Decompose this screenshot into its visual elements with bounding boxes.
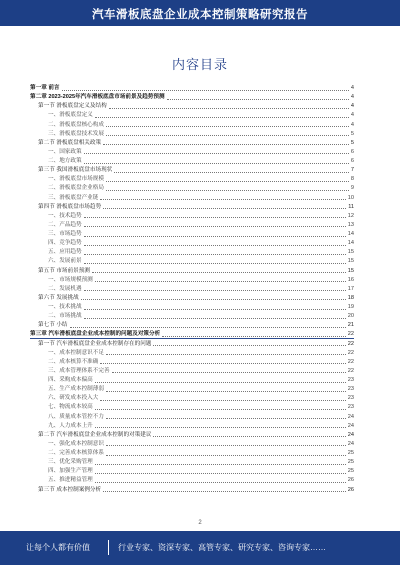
toc-dot-leader <box>84 254 346 255</box>
toc-dot-leader <box>95 427 346 428</box>
toc-entry[interactable] <box>30 157 354 166</box>
toc-entry-title: 第三节 我国滑板底盘市场现状 <box>38 167 113 174</box>
toc-entry[interactable] <box>30 467 354 476</box>
toc-heading: 内容目录 <box>171 57 228 72</box>
toc-entry-page: 6 <box>350 148 354 155</box>
toc-entry-title: 第七节 小结 <box>38 322 68 329</box>
toc-dot-leader <box>84 263 346 264</box>
toc-entry[interactable] <box>30 276 354 285</box>
toc-entry-page: 4 <box>350 121 354 128</box>
toc-entry-page: 11 <box>348 203 354 210</box>
toc-dot-leader <box>106 455 346 456</box>
toc-entry-page: 15 <box>347 249 354 256</box>
toc-entry-title: 第四节 滑板底盘市场趋势 <box>38 203 102 210</box>
toc-dot-leader <box>167 99 349 100</box>
toc-entry-title: 一、滑板底盘定义 <box>48 112 93 119</box>
toc-entry[interactable] <box>30 312 354 321</box>
toc-dot-leader <box>100 363 345 364</box>
toc-dot-leader <box>112 372 346 373</box>
toc-entry[interactable] <box>30 130 354 139</box>
toc-entry[interactable] <box>30 267 354 276</box>
toc-entry[interactable] <box>30 385 354 394</box>
toc-entry-title: 一、强化成本控制意识 <box>48 440 104 447</box>
toc-dot-leader <box>95 281 346 282</box>
toc-entry-title: 六、发展前景 <box>48 258 82 265</box>
footer-experts: 行业专家、资深专家、高管专家、研究专家、咨询专家…… <box>118 543 326 552</box>
toc-entry-page: 22 <box>347 358 354 365</box>
footer-bar <box>0 531 400 565</box>
toc-entry-title: 第五节 市场前景预测 <box>38 267 90 274</box>
toc-dot-leader <box>103 144 349 145</box>
toc-entry-page: 4 <box>350 112 354 119</box>
toc-entry-page: 21 <box>347 322 354 329</box>
toc-entry-title: 三、成本管理体系不完善 <box>48 367 110 374</box>
toc-entry-page: 4 <box>350 103 354 110</box>
toc-entry-title: 五、应用趋势 <box>48 249 82 256</box>
toc-entry-page: 12 <box>347 212 354 219</box>
toc-entry[interactable] <box>30 212 354 221</box>
toc-entry-title: 第一章 前言 <box>30 85 60 92</box>
toc-entry-title: 六、研发成本投入大 <box>48 395 99 402</box>
toc-entry-title: 三、市场趋势 <box>48 231 82 238</box>
toc-entry-page: 15 <box>347 258 354 265</box>
toc-entry-page: 26 <box>347 477 354 484</box>
toc-entry-page: 23 <box>347 395 354 402</box>
toc-entry[interactable] <box>30 476 354 485</box>
toc-entry-title: 一、技术挑战 <box>48 304 82 311</box>
toc-entry-page: 24 <box>347 422 354 429</box>
toc-entry[interactable] <box>30 367 354 376</box>
toc-entry-page: 15 <box>347 267 354 274</box>
toc-entry-page: 14 <box>347 240 354 247</box>
toc-dot-leader <box>84 163 349 164</box>
toc-entry-page: 22 <box>347 367 354 374</box>
toc-entry-page: 7 <box>350 167 354 174</box>
toc-dot-leader <box>106 126 349 127</box>
toc-entry[interactable] <box>30 330 354 339</box>
toc-entry-title: 一、滑板底盘市场规模 <box>48 176 104 183</box>
toc-dot-leader <box>70 327 346 328</box>
toc-entry[interactable] <box>30 321 354 330</box>
toc-entry[interactable] <box>30 139 354 148</box>
toc-entry-page: 10 <box>347 194 354 201</box>
toc-entry-title: 第三章 汽车滑板底盘企业成本控制的问题及对策分析 <box>30 331 161 338</box>
toc-entry-title: 一、国家政策 <box>48 148 82 155</box>
toc-entry[interactable] <box>30 340 354 349</box>
toc-entry-page: 4 <box>350 85 354 92</box>
toc-entry[interactable] <box>30 431 354 440</box>
toc-dot-leader <box>106 190 349 191</box>
toc-entry-title: 二、完善成本核算体系 <box>48 450 104 457</box>
toc-entry-page: 9 <box>350 185 354 192</box>
toc-dot-leader <box>92 272 346 273</box>
toc-entry[interactable] <box>30 93 354 102</box>
toc-entry-title: 五、生产成本控制薄弱 <box>48 386 104 393</box>
toc-entry[interactable] <box>30 257 354 266</box>
toc-entry-title: 七、物流成本较高 <box>48 404 93 411</box>
toc-entry-title: 二、市场挑战 <box>48 313 82 320</box>
toc-dot-leader <box>106 445 346 446</box>
toc-entry-title: 二、滑板底盘核心构成 <box>48 121 104 128</box>
footer-divider <box>108 540 109 555</box>
toc-entry-title: 四、采购成本偏高 <box>48 377 93 384</box>
toc-entry[interactable] <box>30 458 354 467</box>
toc-entry[interactable] <box>30 394 354 403</box>
toc-entry-page: 24 <box>347 413 354 420</box>
toc-dot-leader <box>103 208 346 209</box>
page-number: 2 <box>198 520 202 526</box>
toc-entry-title: 二、产品趋势 <box>48 221 82 228</box>
toc-entry[interactable] <box>30 285 354 294</box>
toc-entry-title: 第二节 汽车滑板底盘企业成本控制的对策建议 <box>38 431 152 438</box>
toc-dot-leader <box>106 354 346 355</box>
toc-entry[interactable] <box>30 486 354 495</box>
toc-entry-title: 九、人力成本上升 <box>48 422 93 429</box>
toc-dot-leader <box>114 172 349 173</box>
toc-entry-title: 五、推进精益管理 <box>48 477 93 484</box>
toc-entry-title: 四、竞争趋势 <box>48 240 82 247</box>
toc-entry[interactable] <box>30 175 354 184</box>
toc-dot-leader <box>106 135 349 136</box>
toc-dot-leader <box>95 382 346 383</box>
toc-dot-leader <box>100 400 345 401</box>
toc-entry[interactable] <box>30 294 354 303</box>
table-of-contents <box>30 84 354 495</box>
toc-entry-title: 二、滑板底盘企业格局 <box>48 185 104 192</box>
toc-dot-leader <box>84 309 346 310</box>
toc-dot-leader <box>95 482 346 483</box>
toc-entry-page: 4 <box>350 94 354 101</box>
toc-entry[interactable] <box>30 230 354 239</box>
toc-entry-page: 25 <box>347 468 354 475</box>
toc-entry[interactable] <box>30 376 354 385</box>
toc-entry-page: 22 <box>347 340 354 347</box>
toc-entry-page: 23 <box>347 377 354 384</box>
toc-entry-page: 5 <box>350 139 354 146</box>
toc-entry-title: 二、成本核算不准确 <box>48 358 99 365</box>
toc-entry[interactable] <box>30 248 354 257</box>
toc-entry[interactable] <box>30 148 354 157</box>
toc-entry-page: 25 <box>347 450 354 457</box>
toc-entry[interactable] <box>30 403 354 412</box>
toc-entry-page: 24 <box>347 440 354 447</box>
toc-entry-page: 25 <box>347 459 354 466</box>
toc-entry-title: 三、滑板底盘产业链 <box>48 194 99 201</box>
toc-entry-title: 二、地方政策 <box>48 158 82 165</box>
toc-entry-title: 二、发展机遇 <box>48 285 82 292</box>
toc-entry[interactable] <box>30 303 354 312</box>
toc-entry[interactable] <box>30 203 354 212</box>
toc-dot-leader <box>103 491 346 492</box>
toc-entry[interactable] <box>30 121 354 130</box>
toc-dot-leader <box>162 336 346 337</box>
toc-entry-title: 三、滑板底盘技术发展 <box>48 130 104 137</box>
toc-dot-leader <box>95 409 346 410</box>
toc-entry-page: 16 <box>347 276 354 283</box>
toc-entry-title: 四、加强生产管理 <box>48 468 93 475</box>
toc-entry[interactable] <box>30 239 354 248</box>
toc-entry-page: 6 <box>350 158 354 165</box>
toc-dot-leader <box>84 318 346 319</box>
toc-entry[interactable] <box>30 84 354 93</box>
toc-entry-page: 5 <box>350 130 354 137</box>
toc-dot-leader <box>106 391 346 392</box>
toc-entry[interactable] <box>30 349 354 358</box>
toc-dot-leader <box>153 436 345 437</box>
toc-dot-leader <box>81 299 346 300</box>
toc-entry[interactable] <box>30 449 354 458</box>
toc-entry-title: 一、技术趋势 <box>48 212 82 219</box>
toc-dot-leader <box>84 236 346 237</box>
toc-dot-leader <box>84 290 346 291</box>
toc-entry-title: 第二章 2023-2025年汽车滑板底盘市场前景及趋势预测 <box>30 94 165 101</box>
toc-entry[interactable] <box>30 221 354 230</box>
toc-entry[interactable] <box>30 184 354 193</box>
toc-entry[interactable] <box>30 358 354 367</box>
toc-dot-leader <box>100 199 345 200</box>
toc-entry[interactable] <box>30 422 354 431</box>
toc-dot-leader <box>95 117 349 118</box>
toc-entry-page: 26 <box>347 486 354 493</box>
toc-entry-page: 22 <box>347 349 354 356</box>
toc-entry-title: 第一节 汽车滑板底盘企业成本控制存在的问题 <box>38 340 152 347</box>
toc-entry[interactable] <box>30 413 354 422</box>
toc-entry-page: 24 <box>347 431 354 438</box>
toc-entry-title: 第二节 滑板底盘相关政策 <box>38 139 102 146</box>
toc-dot-leader <box>84 153 349 154</box>
toc-entry-page: 19 <box>347 304 354 311</box>
header-bar <box>0 0 400 26</box>
toc-entry-title: 一、市场规模预测 <box>48 276 93 283</box>
toc-entry-title: 八、质量成本管控不力 <box>48 413 104 420</box>
toc-entry-page: 22 <box>347 331 354 338</box>
toc-dot-leader <box>84 226 346 227</box>
toc-entry-page: 13 <box>347 221 354 228</box>
toc-entry-page: 17 <box>347 285 354 292</box>
toc-entry-page: 14 <box>347 231 354 238</box>
toc-dot-leader <box>153 345 345 346</box>
toc-entry-page: 8 <box>350 176 354 183</box>
footer-slogan: 让每个人都有价值 <box>26 543 90 552</box>
toc-dot-leader <box>84 245 346 246</box>
toc-entry-title: 第一节 滑板底盘定义及结构 <box>38 103 107 110</box>
toc-entry-title: 第三节 成本控制案例分析 <box>38 486 102 493</box>
toc-entry-page: 20 <box>347 313 354 320</box>
toc-entry-page: 23 <box>347 386 354 393</box>
toc-dot-leader <box>84 217 346 218</box>
toc-dot-leader <box>109 108 349 109</box>
toc-dot-leader <box>95 464 346 465</box>
toc-entry-title: 第六节 发展挑战 <box>38 294 79 301</box>
toc-entry[interactable] <box>30 194 354 203</box>
toc-entry-page: 18 <box>347 294 354 301</box>
toc-entry-title: 三、优化采购管理 <box>48 459 93 466</box>
toc-entry[interactable] <box>30 440 354 449</box>
toc-dot-leader <box>95 473 346 474</box>
toc-dot-leader <box>106 181 349 182</box>
toc-dot-leader <box>106 418 346 419</box>
toc-entry[interactable] <box>30 166 354 175</box>
toc-entry-page: 23 <box>347 404 354 411</box>
toc-dot-leader <box>62 90 349 91</box>
toc-entry-title: 一、成本控制意识不足 <box>48 349 104 356</box>
toc-entry[interactable] <box>30 102 354 111</box>
toc-entry[interactable] <box>30 111 354 120</box>
report-title: 汽车滑板底盘企业成本控制策略研究报告 <box>92 9 308 21</box>
